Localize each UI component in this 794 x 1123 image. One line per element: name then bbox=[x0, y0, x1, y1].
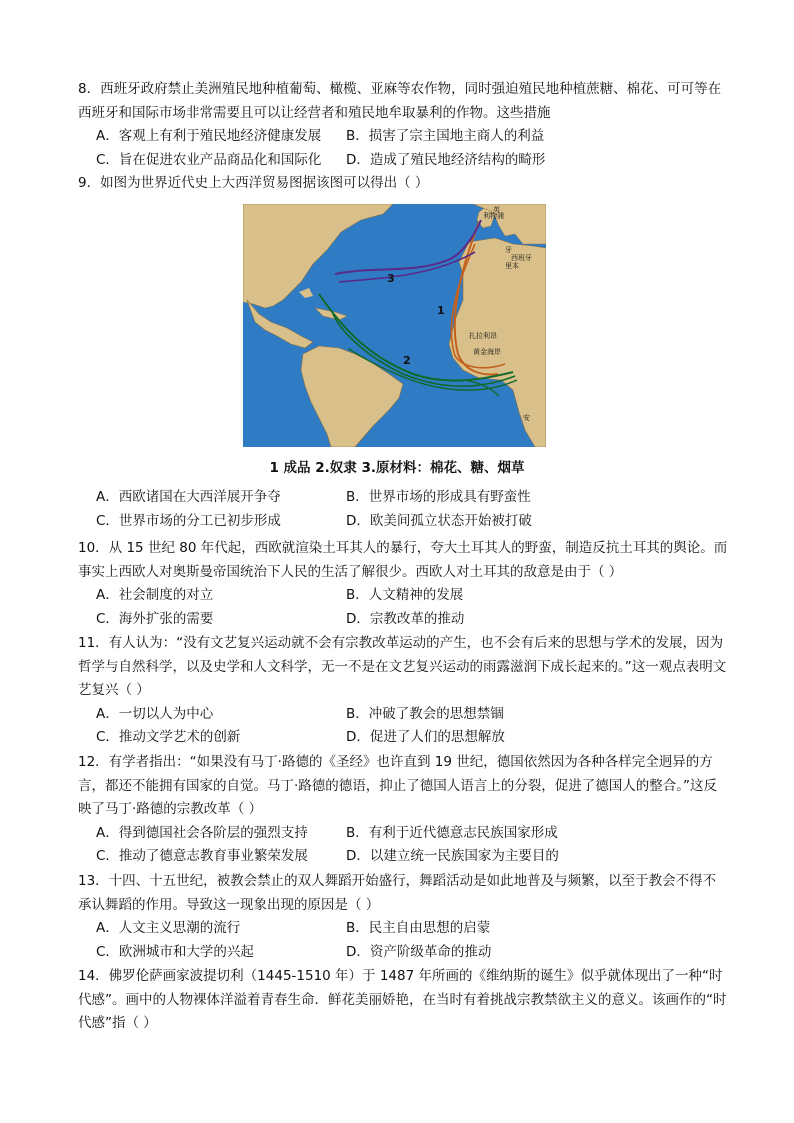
label-spain-bottom: 牙 bbox=[525, 254, 532, 262]
question-10 bbox=[78, 537, 728, 631]
question-stem: 11．有人认为：“没有文艺复兴运动就不会有宗教改革运动的产生，也不会有后来的思想与学术的发展，因为哲学与自然科学，以及史学和人文科学，无一不是在文艺复兴运动的雨露滋润下成长起来的。”这一观点表明文艺复兴（ ） bbox=[78, 635, 727, 698]
option-c[interactable]: C．推动文学艺术的创新 bbox=[96, 729, 241, 745]
option-c[interactable]: C．旨在促进农业产品商品化和国际化 bbox=[96, 151, 322, 168]
option-b[interactable]: B．人文精神的发展 bbox=[346, 587, 464, 603]
option-c[interactable]: C．海外扩张的需要 bbox=[96, 610, 214, 627]
label-gold-coast: 黄金海岸 bbox=[473, 348, 501, 356]
option-b[interactable]: B．民主自由思想的启蒙 bbox=[346, 920, 491, 936]
label-spain-top: 西班 bbox=[511, 254, 525, 262]
question-stem: 12．有学者指出：“如果没有马丁·路德的《圣经》也许直到 19 世纪，德国依然因为各种各样完全迥异的方言，都还不能拥有国家的自觉。马丁·路德的德语，抑止了德国人语言上的分裂，促进了德国人的整合。”这反映了马丁·路德的宗教改革（ ） bbox=[78, 754, 718, 817]
option-a[interactable]: A．社会制度的对立 bbox=[96, 587, 214, 603]
option-c[interactable]: C．欧洲城市和大学的兴起 bbox=[96, 943, 254, 960]
question-9 bbox=[78, 172, 728, 196]
route-label-1: 1 bbox=[437, 304, 445, 317]
option-a[interactable]: A．人文主义思潮的流行 bbox=[96, 920, 241, 936]
question-12 bbox=[78, 751, 728, 869]
option-a[interactable]: A．客观上有利于殖民地经济健康发展 bbox=[96, 128, 322, 144]
option-b[interactable]: B．世界市场的形成具有野蛮性 bbox=[346, 489, 531, 505]
question-stem: 8．西班牙政府禁止美洲殖民地种植葡萄、橄榄、亚麻等农作物，同时强迫殖民地种植蔗糖、棉花、可可等在西班牙和国际市场非常需要且可以让经营者和殖民地牟取暴利的作物。这些措施 bbox=[78, 81, 722, 121]
question-stem: 13．十四、十五世纪，被教会禁止的双人舞蹈开始盛行，舞蹈活动是如此地普及与频繁，以至于教会不得不承认舞蹈的作用。导致这一现象出现的原因是（ ） bbox=[78, 873, 717, 913]
label-lisbon: 里本 bbox=[505, 262, 519, 270]
question-11 bbox=[78, 632, 728, 750]
option-d[interactable]: D．造成了殖民地经济结构的畸形 bbox=[346, 151, 546, 168]
question-8 bbox=[78, 78, 728, 172]
label-britain: 英 bbox=[493, 206, 500, 214]
route-label-3: 3 bbox=[387, 272, 395, 285]
option-c[interactable]: C．推动了德意志教育事业繁荣发展 bbox=[96, 848, 308, 864]
label-angola: 安 bbox=[523, 414, 530, 422]
question-stem: 10．从 15 世纪 80 年代起，西欧就渲染土耳其人的暴行，夸大土耳其人的野蛮，制造反抗土耳其的舆论。而事实上西欧人对奥斯曼帝国统治下人民的生活了解很少。西欧人对土耳其的敌意是由于（ ） bbox=[78, 540, 728, 580]
option-a[interactable]: A．一切以人为中心 bbox=[96, 705, 214, 722]
option-a[interactable]: A．得到德国社会各阶层的强烈支持 bbox=[96, 824, 308, 841]
question-13 bbox=[78, 870, 728, 964]
option-c[interactable]: C．世界市场的分工已初步形成 bbox=[96, 512, 281, 529]
route-label-2: 2 bbox=[403, 354, 411, 367]
option-d[interactable]: D．宗教改革的推动 bbox=[346, 610, 465, 627]
question-stem: 9．如图为世界近代史上大西洋贸易图据该图可以得出（ ） bbox=[78, 175, 429, 191]
option-d[interactable]: D．资产阶级革命的推动 bbox=[346, 943, 492, 960]
atlantic-trade-map bbox=[243, 204, 546, 447]
option-b[interactable]: B．冲破了教会的思想禁锢 bbox=[346, 705, 504, 722]
question-14 bbox=[78, 965, 728, 1036]
label-sierra-leone: 扎拉利昂 bbox=[469, 332, 497, 340]
option-d[interactable]: D．欧美间孤立状态开始被打破 bbox=[346, 512, 532, 529]
question-stem: 14．佛罗伦萨画家波提切利（1445-1510 年）于 1487 年所画的《维纳斯的诞生》似乎就体现出了一种“时代感”。画中的人物裸体洋溢着青春生命．鲜花美丽娇艳，在当时有着挑战宗教禁欲主义的意义。该画作的“时代感”指（ ） bbox=[78, 968, 727, 1031]
label-liverpool: 利物浦 bbox=[483, 212, 504, 220]
option-a[interactable]: A．西欧诸国在大西洋展开争夺 bbox=[96, 489, 281, 505]
option-d[interactable]: D．促进了人们的思想解放 bbox=[346, 729, 505, 745]
option-d[interactable]: D．以建立统一民族国家为主要目的 bbox=[346, 848, 559, 864]
map-caption: 1 成品 2.奴隶 3.原材料：棉花、糖、烟草 bbox=[269, 460, 525, 476]
option-b[interactable]: B．损害了宗主国地主商人的利益 bbox=[346, 128, 545, 144]
question-9-options bbox=[78, 486, 728, 533]
map-svg bbox=[243, 204, 546, 447]
label-portugal: 牙 bbox=[505, 246, 512, 254]
option-b[interactable]: B．有利于近代德意志民族国家形成 bbox=[346, 824, 558, 841]
